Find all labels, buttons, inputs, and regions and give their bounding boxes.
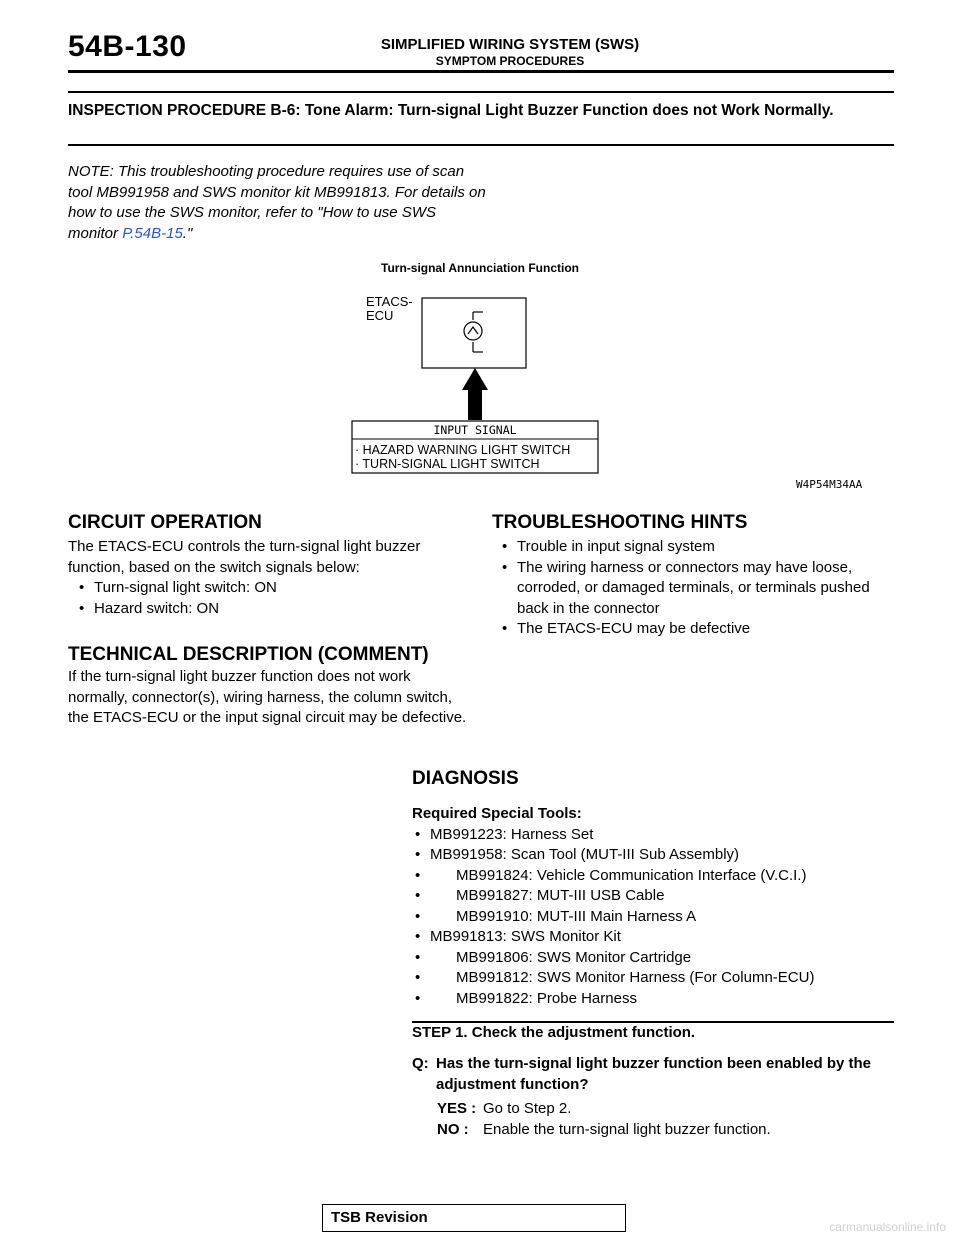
section-title: SIMPLIFIED WIRING SYSTEM (SWS) — [380, 36, 640, 53]
input-signal-header: INPUT SIGNAL — [433, 423, 517, 437]
required-tools — [412, 804, 912, 1009]
no-text: Enable the turn-signal light buzzer function. — [483, 1120, 771, 1138]
list-item: • The ETACS-ECU may be defective — [499, 619, 891, 640]
tsb-revision-box: TSB Revision — [322, 1204, 626, 1232]
step-rule — [412, 1021, 894, 1023]
yes-label: YES : — [437, 1100, 477, 1117]
turn-signal-diagram — [340, 290, 870, 500]
note-suffix: ." — [182, 224, 193, 242]
list-item: • The wiring harness or connectors may have loose, corroded, or damaged terminals, or terminals pushed back in the connector — [499, 558, 891, 620]
tool-subitem: • MB991806: SWS Monitor Cartridge — [412, 948, 912, 969]
header-rule — [68, 70, 894, 73]
input-hazard-switch: · HAZARD WARNING LIGHT SWITCH — [355, 443, 571, 457]
technical-description-text: If the turn-signal light buzzer function does not work normally, connector(s), wiring harness, the column switch, the ETACS-ECU or the input signal circuit may be defective. — [68, 668, 467, 726]
ecu-label-2: ECU — [366, 308, 394, 323]
question-text: Has the turn-signal light buzzer function been enabled by the adjustment function? — [436, 1055, 872, 1093]
step-question — [412, 1054, 892, 1095]
tools-label: Required Special Tools: — [412, 805, 582, 822]
troubleshooting-hints-list — [499, 537, 891, 640]
yes-answer — [437, 1099, 771, 1120]
tool-item: • MB991813: SWS Monitor Kit — [412, 927, 912, 948]
title-bottom-rule — [68, 144, 894, 146]
title-top-rule — [68, 91, 894, 93]
circuit-operation-text: The ETACS-ECU controls the turn-signal light buzzer function, based on the switch signals below: — [68, 538, 421, 576]
list-item: • Turn-signal light switch: ON — [76, 578, 466, 599]
list-item: • Hazard switch: ON — [76, 599, 466, 620]
figure-code: W4P54M34AA — [796, 478, 863, 491]
tools-list — [412, 825, 912, 1010]
input-turn-switch: · TURN-SIGNAL LIGHT SWITCH — [355, 457, 540, 471]
step-answers — [437, 1099, 771, 1140]
note — [68, 162, 488, 244]
ecu-box — [422, 298, 526, 368]
technical-description-heading: TECHNICAL DESCRIPTION (COMMENT) — [68, 644, 429, 665]
circuit-operation-list — [76, 578, 466, 619]
yes-text: Go to Step 2. — [483, 1100, 572, 1117]
page-link[interactable]: P.54B-15 — [122, 224, 183, 242]
tool-subitem: • MB991822: Probe Harness — [412, 989, 912, 1010]
figure-title: Turn-signal Annunciation Function — [381, 261, 579, 275]
tool-subitem: • MB991812: SWS Monitor Harness (For Column-ECU) — [412, 968, 912, 989]
troubleshooting-hints-heading: TROUBLESHOOTING HINTS — [492, 512, 748, 533]
no-answer — [437, 1120, 771, 1141]
signal-arrow — [462, 368, 488, 420]
tool-subitem: • MB991824: Vehicle Communication Interface (V.C.I.) — [412, 866, 912, 887]
procedure-title: INSPECTION PROCEDURE B-6: Tone Alarm: Turn-signal Light Buzzer Function does not Work Normally. — [68, 102, 834, 119]
step-title: STEP 1. Check the adjustment function. — [412, 1024, 696, 1041]
tool-subitem: • MB991827: MUT-III USB Cable — [412, 886, 912, 907]
question-label: Q: — [412, 1055, 429, 1072]
tool-item: • MB991223: Harness Set — [412, 825, 912, 846]
section-subtitle: SYMPTOM PROCEDURES — [435, 54, 585, 68]
no-label: NO : — [437, 1120, 469, 1138]
list-item: • Trouble in input signal system — [499, 537, 891, 558]
note-text: NOTE: This troubleshooting procedure requires use of scan tool MB991958 and SWS monitor kit MB991813. For details on how to use the SWS monitor, refer to "How to use SWS monitor — [68, 163, 486, 242]
tool-subitem: • MB991910: MUT-III Main Harness A — [412, 907, 912, 928]
ecu-label-1: ETACS- — [366, 294, 413, 309]
page-number: 54B-130 — [68, 30, 187, 63]
diagnosis-heading: DIAGNOSIS — [412, 768, 519, 789]
tool-item: • MB991958: Scan Tool (MUT-III Sub Assembly) — [412, 845, 912, 866]
watermark: carmanualsonline.info — [829, 1220, 946, 1234]
circuit-operation-heading: CIRCUIT OPERATION — [68, 512, 262, 533]
